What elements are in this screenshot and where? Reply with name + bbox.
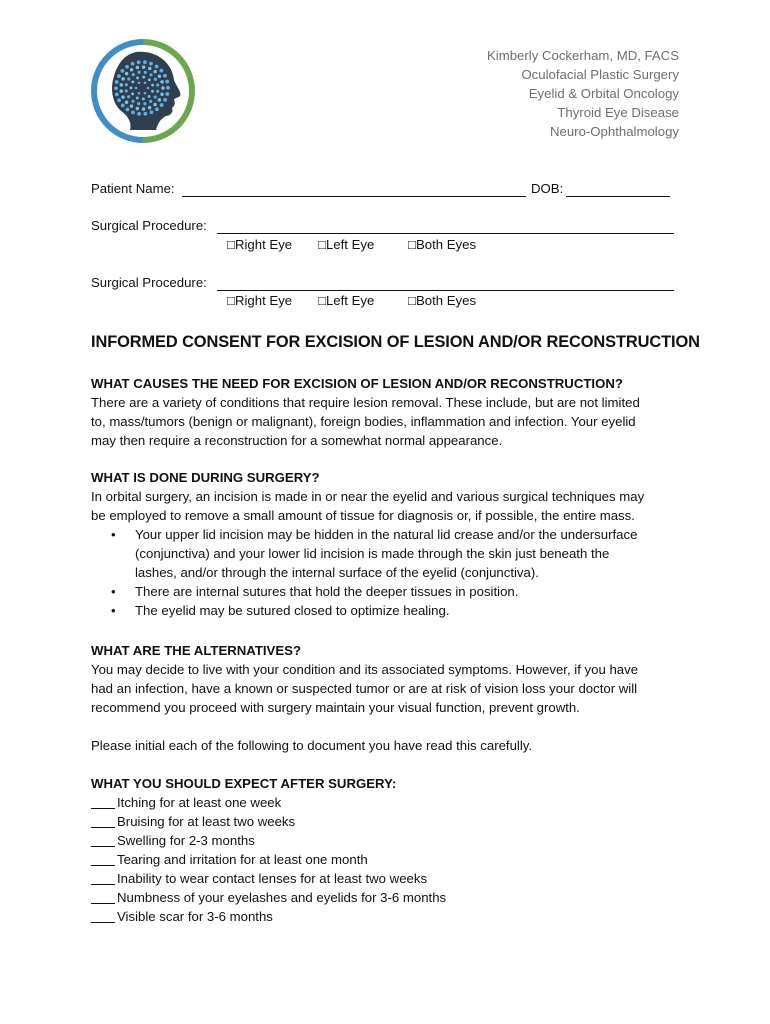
logo-dot	[153, 103, 157, 107]
checkbox-icon: □	[227, 293, 235, 308]
checkbox-icon: □	[318, 293, 326, 308]
logo-dot	[130, 68, 134, 72]
right-eye-checkbox[interactable]	[227, 237, 292, 252]
checkbox-icon: □	[318, 237, 326, 252]
logo-dot	[115, 80, 119, 84]
logo-dot	[144, 92, 147, 95]
bullet-line: • The eyelid may be sutured closed to optimize healing.	[135, 603, 450, 618]
logo-dot	[117, 98, 121, 102]
surgical-procedure-label: Surgical Procedure:	[91, 218, 207, 233]
initial-field[interactable]	[91, 815, 115, 828]
logo-dot	[137, 71, 140, 74]
surgical-procedure-label: Surgical Procedure:	[91, 275, 207, 290]
logo-dot	[163, 98, 167, 102]
item-label: Tearing and irritation for at least one month	[117, 852, 368, 867]
logo-dot	[136, 76, 139, 79]
checkbox-label: Left Eye	[325, 237, 375, 252]
bullet-line: • Your upper lid incision may be hidden in the natural lid crease and/or the undersurface	[135, 527, 638, 542]
causes-section	[91, 374, 691, 450]
item-label: Swelling for 2-3 months	[117, 833, 255, 848]
logo-dot	[143, 102, 146, 105]
logo-dot	[158, 74, 162, 78]
logo-dot	[149, 100, 152, 103]
logo-dot	[143, 112, 147, 116]
logo-dot	[153, 70, 157, 74]
initial-field[interactable]	[91, 891, 115, 904]
logo-dot	[115, 93, 119, 97]
logo-dot	[130, 104, 134, 108]
surgical-procedure-field[interactable]	[217, 290, 674, 291]
bullet-line: • There are internal sutures that hold the deeper tissues in position.	[135, 584, 519, 599]
list-item	[135, 601, 691, 620]
checkbox-label: Both Eyes	[415, 237, 477, 252]
logo-dot	[160, 103, 164, 107]
logo-dot	[119, 83, 123, 87]
logo-dot	[131, 92, 134, 95]
logo-dot	[136, 66, 140, 70]
logo-dot	[136, 96, 139, 99]
section-heading: WHAT CAUSES THE NEED FOR EXCISION OF LESION AND/OR RECONSTRUCTION?	[91, 376, 623, 391]
item-label: Inability to wear contact lenses for at least two weeks	[117, 871, 428, 886]
checkbox-label: Left Eye	[325, 293, 375, 308]
logo-dot	[156, 83, 159, 86]
checkbox-label: Both Eyes	[415, 293, 477, 308]
logo-dot	[137, 102, 140, 105]
logo-dot	[121, 77, 125, 81]
logo-dot	[130, 86, 133, 89]
initial-item	[91, 907, 691, 926]
initial-field[interactable]	[91, 834, 115, 847]
paragraph-line: recommend you proceed with surgery maintain your visual function, prevent growth.	[91, 700, 580, 715]
logo-dot	[120, 69, 124, 73]
logo-dot	[131, 100, 134, 103]
logo-dot	[155, 107, 159, 111]
initial-field[interactable]	[91, 910, 115, 923]
section-heading: WHAT YOU SHOULD EXPECT AFTER SURGERY:	[91, 776, 397, 791]
paragraph-line: to, mass/tumors (benign or malignant), foreign bodies, inflammation and infection. Your eyelid	[91, 414, 636, 429]
logo-dot	[142, 76, 145, 79]
dob-field[interactable]	[566, 196, 670, 197]
logo-dot	[142, 97, 145, 100]
list-item	[135, 582, 691, 601]
initial-item	[91, 888, 691, 907]
logo-dot	[148, 106, 152, 110]
alternatives-section	[91, 641, 691, 717]
checkbox-icon: □	[408, 237, 416, 252]
section-heading: WHAT IS DONE DURING SURGERY?	[91, 470, 320, 485]
logo-dot	[165, 92, 169, 96]
logo-dot	[156, 90, 159, 93]
logo-dot	[151, 90, 154, 93]
initial-field[interactable]	[91, 853, 115, 866]
checkbox-icon: □	[408, 293, 416, 308]
logo-dot	[142, 107, 146, 111]
logo-dot	[166, 86, 170, 90]
logo-dot	[121, 95, 125, 99]
initial-instruction: Please initial each of the following to document you have read this carefully.	[91, 738, 533, 753]
paragraph-line: You may decide to live with your condition and its associated symptoms. However, if you have	[91, 662, 639, 677]
logo-dot	[125, 89, 128, 92]
bullet-line: (conjunctiva) and your lower lid incision is made through the skin just beneath the	[135, 546, 610, 561]
logo-dot	[154, 95, 157, 98]
specialty-line: Oculofacial Plastic Surgery	[521, 67, 679, 82]
paragraph-line: There are a variety of conditions that require lesion removal. These include, but are not limited	[91, 395, 640, 410]
initial-item	[91, 850, 691, 869]
logo-dot	[131, 110, 135, 114]
logo-dot	[138, 92, 141, 95]
logo-dot	[143, 60, 147, 64]
document-title: INFORMED CONSENT FOR EXCISION OF LESION AND/OR RECONSTRUCTION	[91, 333, 700, 351]
logo-dot	[160, 80, 164, 84]
paragraph-line: had an infection, have a known or suspected tumor or are at risk of vision loss your doctor will	[91, 681, 638, 696]
checkbox-label: Right Eye	[234, 237, 293, 252]
practice-logo	[90, 38, 196, 144]
logo-dot	[127, 77, 130, 80]
specialty-line: Eyelid & Orbital Oncology	[528, 86, 679, 101]
dob-label: DOB:	[531, 181, 564, 196]
logo-dot	[163, 74, 167, 78]
logo-dot	[165, 80, 169, 84]
logo-dot	[160, 92, 164, 96]
checkbox-label: Right Eye	[234, 293, 293, 308]
logo-dot	[131, 80, 134, 83]
paragraph-line: may then require a reconstruction for a somewhat normal appearance.	[91, 433, 503, 448]
bullet-line: lashes, and/or through the internal surface of the eyelid (conjunctiva).	[135, 565, 539, 580]
logo-dot	[136, 107, 140, 111]
logo-dot	[149, 62, 153, 66]
logo-dot	[144, 82, 147, 85]
expectations-section	[91, 774, 691, 926]
initial-field[interactable]	[91, 872, 115, 885]
logo-dot	[149, 73, 152, 76]
logo-dot	[125, 100, 129, 104]
logo-dot	[155, 65, 159, 69]
item-label: Visible scar for 3-6 months	[117, 909, 273, 924]
item-label: Itching for at least one week	[117, 795, 282, 810]
patient-name-field[interactable]	[182, 196, 526, 197]
logo-dot	[125, 72, 128, 76]
initial-item	[91, 869, 691, 888]
specialty-line: Thyroid Eye Disease	[557, 105, 679, 120]
logo-dot	[125, 65, 129, 69]
initial-item	[91, 812, 691, 831]
logo-dot	[119, 89, 123, 93]
logo-dot	[142, 65, 146, 69]
left-eye-checkbox[interactable]	[318, 293, 374, 308]
logo-dot	[127, 95, 130, 98]
logo-dot	[114, 86, 118, 90]
patient-name-label: Patient Name:	[91, 181, 175, 196]
item-label: Numbness of your eyelashes and eyelids for 3-6 months	[117, 890, 447, 905]
list-item	[135, 525, 691, 582]
logo-dot	[161, 86, 165, 90]
logo-dot	[158, 98, 162, 102]
logo-dot	[154, 78, 157, 81]
logo-dot	[148, 78, 151, 81]
logo-dot	[159, 69, 163, 73]
initial-field[interactable]	[91, 796, 115, 809]
section-heading: WHAT ARE THE ALTERNATIVES?	[91, 643, 302, 658]
logo-dot	[117, 74, 121, 78]
surgery-section	[91, 468, 691, 620]
logo-dot	[125, 83, 128, 86]
logo-dot	[137, 112, 141, 116]
logo-dot	[150, 110, 154, 114]
logo-dot	[147, 87, 150, 90]
specialty-line: Neuro-Ophthalmology	[549, 124, 679, 139]
logo-dot	[151, 84, 154, 87]
logo-dot	[131, 62, 135, 66]
both-eyes-checkbox[interactable]	[408, 293, 476, 308]
logo-dot	[135, 87, 138, 90]
paragraph-line: be employed to remove a small amount of tissue for diagnosis or, if possible, the entire mass.	[91, 508, 635, 523]
logo-dot	[148, 95, 151, 98]
logo-dot	[148, 67, 152, 71]
right-eye-checkbox[interactable]	[227, 293, 292, 308]
logo-dot	[137, 60, 141, 64]
paragraph-line: In orbital surgery, an incision is made in or near the eyelid and various surgical techniques may	[91, 489, 645, 504]
checkbox-icon: □	[227, 237, 235, 252]
logo-dot	[144, 71, 147, 74]
item-label: Bruising for at least two weeks	[117, 814, 296, 829]
initial-item	[91, 793, 691, 812]
both-eyes-checkbox[interactable]	[408, 237, 476, 252]
logo-dot	[126, 108, 130, 112]
left-eye-checkbox[interactable]	[318, 237, 374, 252]
surgical-procedure-field[interactable]	[217, 233, 674, 234]
logo-dot	[121, 104, 125, 108]
logo-dot	[138, 82, 141, 85]
practice-header	[487, 46, 679, 141]
logo-dot	[132, 73, 135, 76]
procedure-bullet-list	[91, 525, 691, 620]
initial-item	[91, 831, 691, 850]
doctor-name: Kimberly Cockerham, MD, FACS	[487, 48, 679, 63]
